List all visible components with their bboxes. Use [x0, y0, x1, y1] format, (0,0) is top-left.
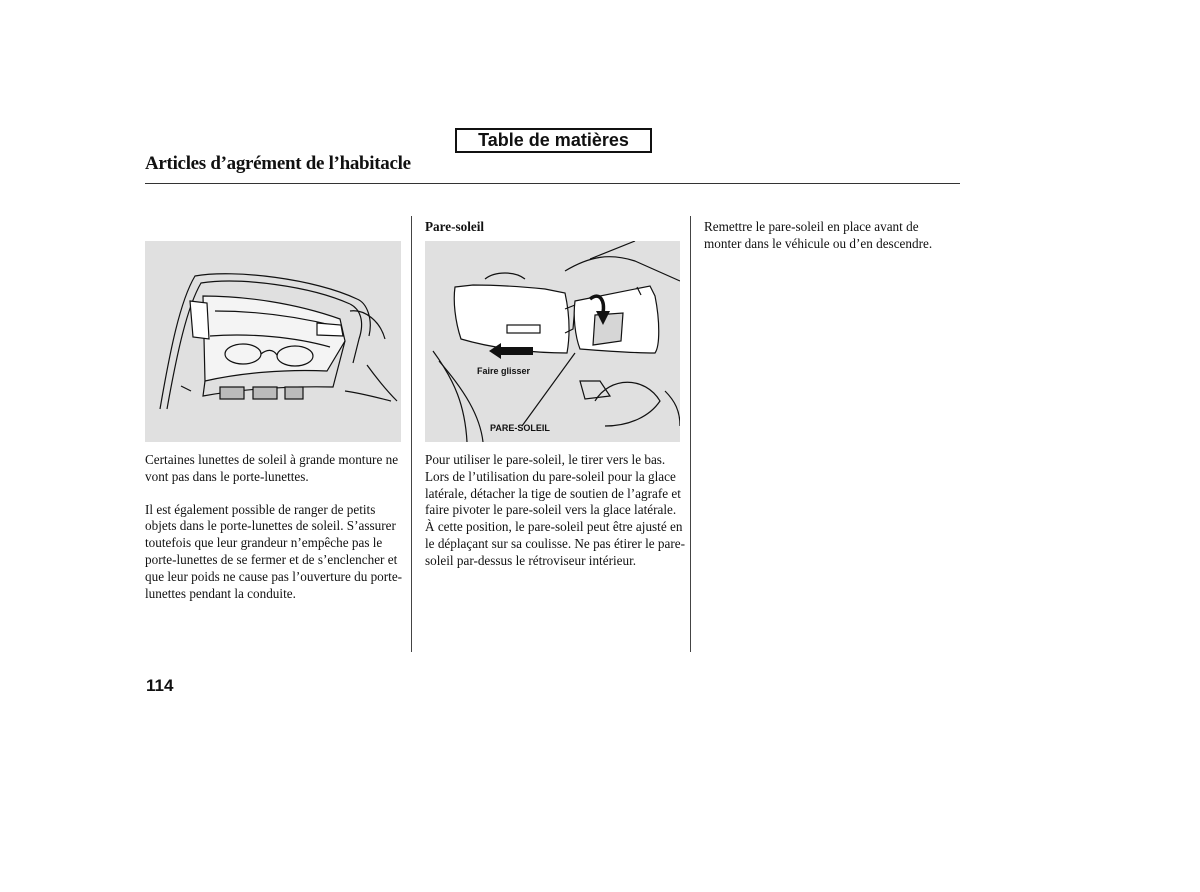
- page-number: 114: [146, 676, 174, 695]
- middle-paragraph-1: Pour utiliser le pare-soleil, le tirer vers le bas. Lors de l’utilisation du pare-soleil pour la glace latérale, détacher la tige de soutien de l’agrafe et faire pivoter le pare-soleil vers la glace latérale.: [425, 452, 681, 518]
- table-of-contents-button[interactable]: Table de matières: [455, 128, 652, 153]
- left-paragraph-2: Il est également possible de ranger de petits objets dans le porte-lunettes de soleil. S’assurer toutefois que leur grandeur n’empêche pas le porte-lunettes de se fermer et de s’enclencher et que leur poids ne cause pas l’ouverture du porte-lunettes pendant la conduite.: [145, 501, 403, 601]
- section-title: Articles d’agrément de l’habitacle: [145, 153, 411, 174]
- column-divider-left: [411, 216, 412, 652]
- right-paragraph-1: Remettre le pare-soleil en place avant de monter dans le véhicule ou d’en descendre.: [704, 219, 933, 251]
- header-divider: [145, 183, 960, 184]
- middle-paragraph-2: À cette position, le pare-soleil peut être ajusté en le déplaçant sur sa coulisse. Ne pas étirer le pare-soleil par-dessus le rétroviseur intérieur.: [425, 519, 685, 568]
- column-divider-right: [690, 216, 691, 652]
- middle-column-text: [425, 452, 687, 570]
- sun-visor-callout: PARE-SOLEIL: [490, 423, 550, 433]
- sun-visor-illustration: [425, 241, 680, 442]
- sunglasses-holder-illustration: [145, 241, 401, 442]
- left-paragraph-1: Certaines lunettes de soleil à grande monture ne vont pas dans le porte-lunettes.: [145, 452, 399, 484]
- left-column-text: [145, 452, 407, 602]
- slide-callout: Faire glisser: [477, 366, 531, 376]
- sun-visor-heading: Pare-soleil: [425, 219, 485, 234]
- right-column-text: [704, 219, 959, 253]
